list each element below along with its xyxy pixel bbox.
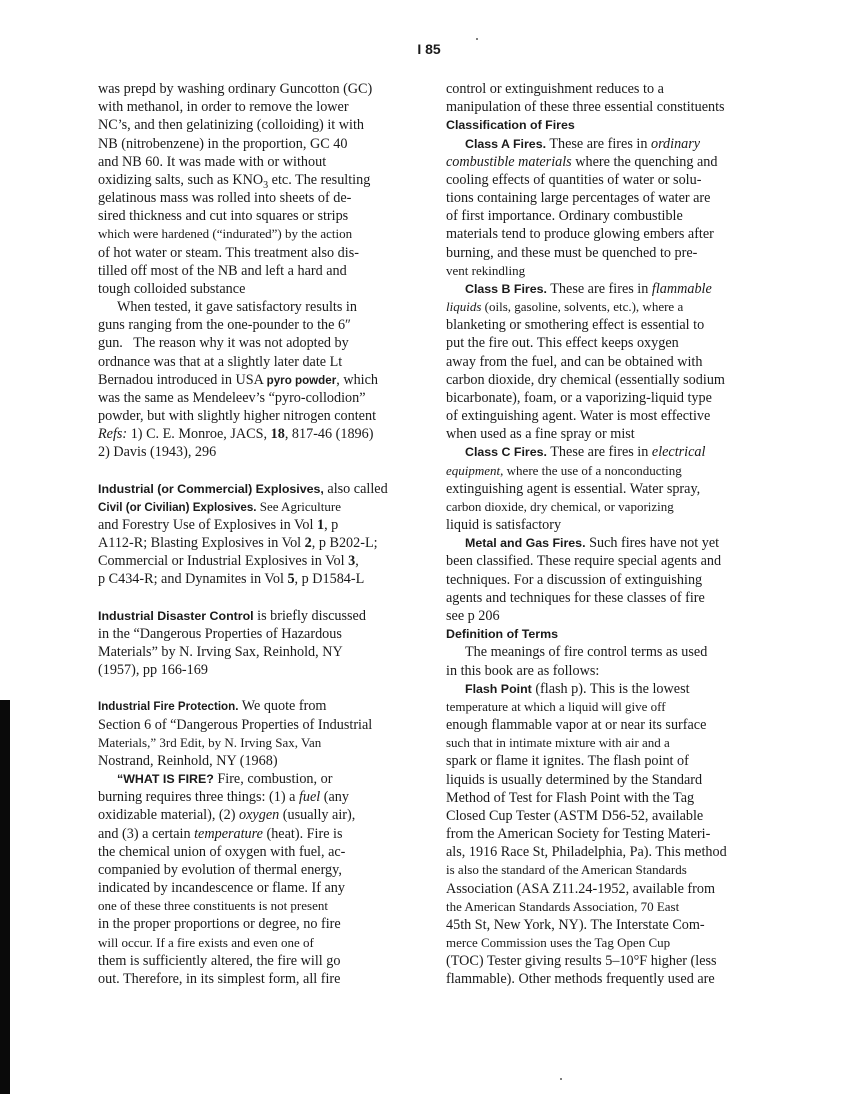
text-line: powder, but with slightly higher nitrogen content — [98, 408, 377, 425]
text-line: blanketing or smothering effect is essential to — [446, 317, 705, 334]
text-line: flammable). Other methods frequently used are — [446, 971, 715, 988]
text-line: cooling effects of quantities of water or solu- — [446, 171, 702, 188]
text-run: p C434-R; and Dynamites in Vol — [98, 571, 288, 588]
text-line: temperature at which a liquid will give off — [446, 698, 666, 714]
page-number: I 85 — [417, 41, 441, 57]
section-heading: Classification of Fires — [446, 118, 575, 133]
text-run: , — [355, 553, 359, 570]
text-line: Method of Test for Flash Point with the Tag — [446, 789, 695, 806]
text-run: burning requires three things: (1) a — [98, 789, 299, 806]
volume-number: 1 — [316, 516, 325, 533]
text-line — [446, 298, 762, 316]
text-line: Nostrand, Reinhold, NY (1968) — [98, 752, 278, 769]
text-line — [446, 280, 762, 298]
text-line: (1957), pp 166-169 — [98, 662, 208, 679]
text-line: liquid is satisfactory — [446, 517, 562, 534]
text-run: These are fires in — [546, 280, 652, 297]
text-line — [98, 552, 408, 570]
text-run: (any — [320, 789, 349, 806]
text-line — [98, 570, 408, 588]
text-line: the chemical union of oxygen with fuel, ac- — [98, 843, 346, 860]
text-run: Such fires have not yet — [585, 535, 720, 552]
text-line: ordnance was that at a slightly later date Lt — [98, 353, 343, 370]
text-line — [98, 697, 408, 715]
emphasis: electrical — [651, 444, 706, 461]
text-run: oxidizable material), (2) — [98, 807, 240, 824]
text-line: of first importance. Ordinary combustible — [446, 208, 683, 225]
text-line: carbon dioxide, dry chemical (essentially sodium — [446, 371, 725, 388]
text-run: etc. The resulting — [268, 171, 371, 188]
text-line: such that in intimate mixture with air and a — [446, 735, 670, 751]
text-line: 2) Davis (1943), 296 — [98, 444, 217, 461]
text-run: where the quenching and — [571, 153, 718, 170]
text-line: manipulation of these three essential constituents — [446, 99, 725, 116]
text-run: , p D1584-L — [294, 571, 365, 588]
text-line: control or extinguishment reduces to a — [446, 81, 664, 97]
text-run: (heat). Fire is — [262, 825, 343, 842]
text-line — [98, 788, 408, 806]
text-line: out. Therefore, in its simplest form, all fire — [98, 970, 341, 987]
text-line: gun. The reason why it was not adopted by — [98, 335, 349, 352]
text-run: , which — [336, 371, 379, 388]
text-line: away from the fuel, and can be obtained with — [446, 353, 703, 370]
text-line: of extinguishing agent. Water is most effective — [446, 408, 711, 425]
text-line — [98, 498, 408, 516]
text-run: and Forestry Use of Explosives in Vol — [98, 516, 317, 533]
class-heading: Class A Fires. — [465, 136, 547, 151]
volume-number: 3 — [348, 553, 356, 570]
text-line: liquids is usually determined by the Standard — [446, 771, 703, 788]
text-line: Closed Cup Tester (ASTM D56-52, available — [446, 807, 704, 824]
emphasis: oxygen — [239, 807, 280, 824]
class-heading: Metal and Gas Fires. — [465, 536, 586, 551]
text-line: the American Standards Association, 70 East — [446, 898, 680, 914]
text-line: is also the standard of the American Standards — [446, 862, 687, 878]
text-line: gelatinous mass was rolled into sheets of de- — [98, 190, 352, 207]
text-run: These are fires in — [546, 135, 651, 152]
text-line: techniques. For a discussion of extinguishing — [446, 571, 703, 588]
text-line — [98, 371, 408, 389]
text-line — [446, 153, 762, 171]
text-line — [98, 825, 408, 843]
text-line — [98, 425, 408, 443]
text-line: Materials” by N. Irving Sax, Reinhold, NY — [98, 643, 343, 660]
text-run: , p B202-L; — [311, 535, 378, 552]
text-run: (usually air), — [279, 807, 356, 824]
class-heading: Class B Fires. — [465, 281, 547, 296]
text-run: We quote from — [238, 698, 327, 715]
text-line — [446, 534, 762, 552]
text-line: Association (ASA Z11.24-1952, available from — [446, 880, 715, 897]
volume-number: 5 — [287, 571, 295, 588]
term-heading: Flash Point — [465, 681, 532, 696]
text-line: and NB 60. It was made with or without — [98, 153, 327, 170]
text-run: Fire, combustion, or — [213, 771, 333, 788]
text-line: of hot water or steam. This treatment also dis- — [98, 244, 359, 261]
text-line: NC’s, and then gelatinizing (colloiding) it with — [98, 117, 364, 134]
text-line: (TOC) Tester giving results 5–10°F higher (less — [446, 953, 717, 970]
text-line: from the American Society for Testing Materi- — [446, 826, 711, 843]
text-line — [446, 625, 762, 643]
text-line: been classified. These require special agents and — [446, 553, 722, 570]
right-column — [446, 80, 762, 989]
scan-speck — [560, 1078, 562, 1080]
text-line: tilled off most of the NB and left a hard and — [98, 262, 347, 279]
text-line: was the same as Mendeleev’s “pyro-collodion” — [98, 389, 366, 406]
text-line: sired thickness and cut into squares or strips — [98, 208, 349, 225]
text-line — [446, 680, 762, 698]
emphasis: liquids — [446, 299, 482, 315]
text-run: (flash p). This is the lowest — [531, 680, 690, 697]
text-line: which were hardened (“indurated”) by the action — [98, 226, 353, 242]
class-heading: Class C Fires. — [465, 445, 547, 460]
text-line: guns ranging from the one-pounder to the 6″ — [98, 317, 351, 334]
text-run: is briefly discussed — [253, 607, 366, 624]
scan-edge-bar — [0, 700, 10, 1094]
text-line: with methanol, in order to remove the lower — [98, 99, 349, 116]
text-line: them is sufficiently altered, the fire will go — [98, 952, 341, 969]
text-line: companied by evolution of thermal energy, — [98, 861, 342, 878]
text-line — [446, 116, 762, 134]
term-pyro-powder: pyro powder — [266, 373, 337, 387]
spacer — [98, 589, 408, 607]
text-line — [98, 806, 408, 824]
text-run: and (3) a certain — [98, 825, 195, 842]
emphasis: flammable — [651, 280, 712, 297]
text-line — [446, 462, 762, 480]
subscript: 3 — [263, 179, 269, 191]
text-line — [98, 516, 408, 534]
section-heading: “WHAT IS FIRE? — [117, 772, 214, 787]
entry-heading: Industrial Disaster Control — [98, 608, 254, 623]
text-line: extinguishing agent is essential. Water spray, — [446, 480, 701, 497]
text-run: These are fires in — [546, 444, 652, 461]
emphasis: combustible materials — [446, 153, 572, 170]
text-line: was prepd by washing ordinary Guncotton (GC) — [98, 81, 373, 97]
text-line: enough flammable vapor at or near its surface — [446, 717, 707, 734]
spacer — [98, 462, 408, 480]
text-run: also called — [323, 480, 388, 497]
text-run: Bernadou introduced in USA — [98, 371, 267, 388]
section-heading: Definition of Terms — [446, 627, 558, 642]
emphasis: fuel — [298, 789, 321, 806]
text-line — [98, 607, 408, 625]
entry-heading: Industrial Fire Protection. — [98, 700, 239, 714]
text-line: 45th St, New York, NY). The Interstate Com- — [446, 916, 705, 933]
text-run: oxidizing salts, such as KNO — [98, 171, 264, 188]
text-line — [98, 770, 408, 788]
text-line — [98, 534, 408, 552]
text-line: tions containing large percentages of water are — [446, 190, 711, 207]
text-line: Materials,” 3rd Edit, by N. Irving Sax, Van — [98, 734, 322, 750]
text-line: see p 206 — [446, 607, 500, 624]
emphasis: ordinary — [650, 135, 701, 152]
text-line: in the proper proportions or degree, no fire — [98, 916, 341, 933]
text-run: (oils, gasoline, solvents, etc.), where a — [481, 299, 684, 315]
text-line — [446, 443, 762, 461]
text-line: put the fire out. This effect keeps oxygen — [446, 335, 679, 352]
text-line: agents and techniques for these classes of fire — [446, 589, 705, 606]
text-line: The meanings of fire control terms as used — [465, 644, 708, 661]
emphasis: equipment — [446, 462, 501, 478]
text-line: in this book are as follows: — [446, 662, 600, 679]
text-line: indicated by incandescence or flame. If any — [98, 880, 345, 897]
spacer — [98, 679, 408, 697]
text-line: vent rekindling — [446, 262, 526, 278]
text-line: When tested, it gave satisfactory results in — [117, 299, 357, 316]
text-run: A112-R; Blasting Explosives in Vol — [98, 535, 305, 552]
text-run: , p — [324, 516, 339, 533]
text-line: als, 1916 Race St, Philadelphia, Pa). This method — [446, 844, 727, 861]
text-line: merce Commission uses the Tag Open Cup — [446, 935, 671, 951]
text-run: , where the use of a nonconducting — [500, 462, 682, 478]
text-line — [98, 171, 408, 189]
scan-speck — [476, 38, 478, 40]
refs-label: Refs: — [98, 426, 128, 443]
emphasis: temperature — [194, 825, 263, 842]
text-line: spark or flame it ignites. The flash point of — [446, 753, 689, 770]
volume-number: 2 — [304, 535, 312, 552]
text-line: carbon dioxide, dry chemical, or vaporizing — [446, 498, 674, 514]
text-line: will occur. If a fire exists and even one of — [98, 934, 314, 950]
text-line: burning, and these must be quenched to pre- — [446, 244, 698, 261]
text-line: one of these three constituents is not present — [98, 898, 328, 914]
text-line — [446, 135, 762, 153]
text-run: See Agriculture — [256, 498, 341, 514]
text-line: materials tend to produce glowing embers after — [446, 226, 714, 243]
volume-number: 18 — [270, 426, 285, 443]
entry-subheading: Civil (or Civilian) Explosives. — [98, 500, 257, 514]
text-line: NB (nitrobenzene) in the proportion, GC 40 — [98, 135, 348, 152]
text-line: in the “Dangerous Properties of Hazardous — [98, 625, 342, 642]
text-run: Commercial or Industrial Explosives in Vol — [98, 553, 349, 570]
text-line: bicarbonate), foam, or a vaporizing-liquid type — [446, 389, 712, 406]
text-run: 1) C. E. Monroe, JACS, — [127, 426, 271, 443]
text-line — [98, 480, 408, 498]
text-run: , 817-46 (1896) — [284, 426, 374, 443]
text-line: Section 6 of “Dangerous Properties of Industrial — [98, 716, 373, 733]
text-line: when used as a fine spray or mist — [446, 426, 635, 443]
entry-heading: Industrial (or Commercial) Explosives, — [98, 481, 324, 496]
text-line: tough colloided substance — [98, 280, 246, 297]
left-column — [98, 80, 408, 988]
